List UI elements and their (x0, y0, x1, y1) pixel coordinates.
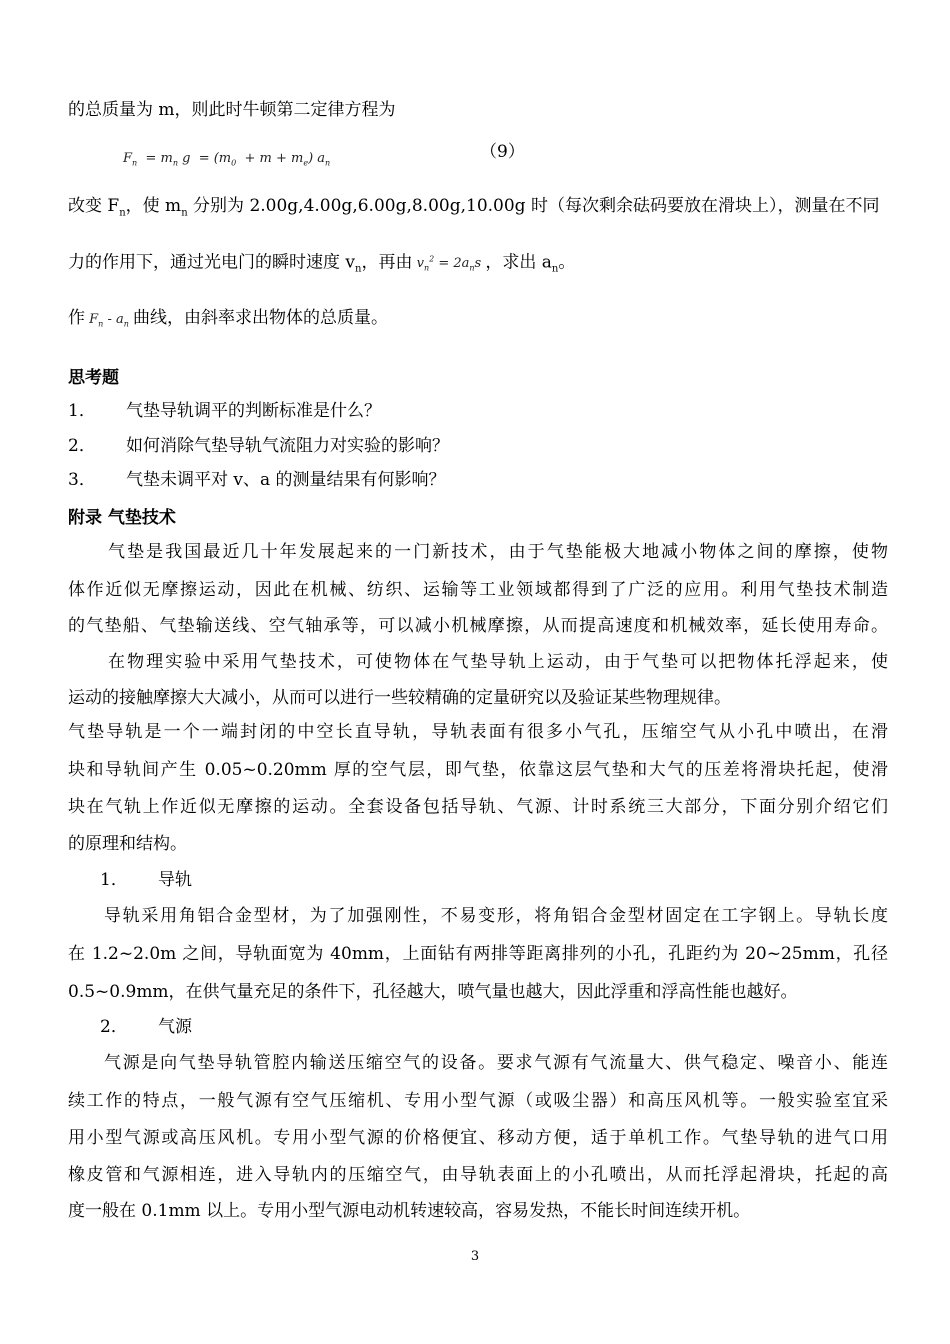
question-item: 2． 如何消除气垫导轨气流阻力对实验的影响？ (68, 436, 449, 456)
question-item: 3． 气垫未调平对 v、a 的测量结果有何影响？ (68, 470, 446, 490)
text-line: 的总质量为 m，则此时牛顿第二定律方程为 (68, 100, 396, 120)
paragraph-line: 导轨采用角铝合金型材，为了加强刚性，不易变形，将角铝合金型材固定在工字钢上。导轨长度 (104, 906, 888, 926)
question-item: 1． 气垫导轨调平的判断标准是什么？ (68, 401, 381, 421)
section-heading-air-source: 2． 气源 (100, 1017, 192, 1037)
text-line: 改变 $F_n$，使 $m_n$ 分别为 2.00g,4.00g,6.00g,8.00g,10.00g 时（每次剩余砝码要放在滑块上），测量在不同 (68, 196, 880, 219)
paragraph-line: 气垫导轨是一个一端封闭的中空长直导轨，导轨表面有很多小气孔，压缩空气从小孔中喷出，在滑 (68, 722, 888, 742)
equation-number: （9） (480, 142, 525, 162)
paragraph-line: 续工作的特点，一般气源有空气压缩机、专用小型气源（或吸尘器）和高压风机等。一般实验室宜采 (68, 1091, 888, 1111)
paragraph-line: 气垫是我国最近几十年发展起来的一门新技术，由于气垫能极大地减小物体之间的摩擦，使物 (108, 542, 888, 562)
paragraph-line: 橡皮管和气源相连，进入导轨内的压缩空气，由导轨表面上的小孔喷出，从而托浮起滑块，托起的高 (68, 1165, 888, 1185)
text-line: 作 $F_n - a_n$ 曲线，由斜率求出物体的总质量。 (68, 308, 389, 329)
paragraph-line: 0.5~0.9mm，在供气量充足的条件下，孔径越大，喷气量也越大，因此浮重和浮高性能也越好。 (68, 982, 798, 1002)
questions-heading: 思考题 (68, 368, 119, 388)
section-heading-guide-rail: 1． 导轨 (100, 870, 192, 890)
paragraph-line: 度一般在 0.1mm 以上。专用小型气源电动机转速较高，容易发热，不能长时间连续开机。 (68, 1201, 751, 1221)
appendix-heading: 附录 气垫技术 (68, 508, 176, 528)
paragraph-line: 在 1.2~2.0m 之间，导轨面宽为 40mm，上面钻有两排等距离排列的小孔，孔距约为 20~25mm，孔径 (68, 944, 888, 964)
paragraph-line: 气源是向气垫导轨管腔内输送压缩空气的设备。要求气源有气流量大、供气稳定、噪音小、能连 (104, 1053, 888, 1073)
paragraph-line: 体作近似无摩擦运动，因此在机械、纺织、运输等工业领域都得到了广泛的应用。利用气垫技术制造 (68, 580, 888, 600)
paragraph-line: 块和导轨间产生 0.05~0.20mm 厚的空气层，即气垫，依靠这层气垫和大气的压差将滑块托起，使滑 (68, 760, 888, 780)
paragraph-line: 块在气轨上作近似无摩擦的运动。全套设备包括导轨、气源、计时系统三大部分，下面分别介绍它们 (68, 797, 888, 817)
paragraph-line: 运动的接触摩擦大大减小，从而可以进行一些较精确的定量研究以及验证某些物理规律。 (68, 688, 731, 708)
curve-formula: $F_n - a_n$ (85, 312, 129, 329)
paragraph-line: 用小型气源或高压风机。专用小型气源的价格便宜、移动方便，适于单机工作。气垫导轨的进气口用 (68, 1128, 888, 1148)
page-number: 3 (470, 1249, 480, 1264)
text-line: 力的作用下，通过光电门的瞬时速度 $v_n$，再由 $v_n^2 = 2a_ns$ ，求出 $a_n$。 (68, 252, 576, 275)
paragraph-line: 在物理实验中采用气垫技术，可使物体在气垫导轨上运动，由于气垫可以把物体托浮起来，使 (108, 652, 888, 672)
velocity-formula: $v_n^2 = 2a_ns$ (412, 255, 486, 273)
paragraph-line: 的原理和结构。 (68, 834, 187, 854)
paragraph-line: 的气垫船、气垫输送线、空气轴承等，可以减小机械摩擦，从而提高速度和机械效率，延长使用寿命。 (68, 616, 888, 636)
equation-9: $F_n = m_n$ $g = (m_0 + m + m_e)$ $a_n$ (123, 151, 331, 168)
